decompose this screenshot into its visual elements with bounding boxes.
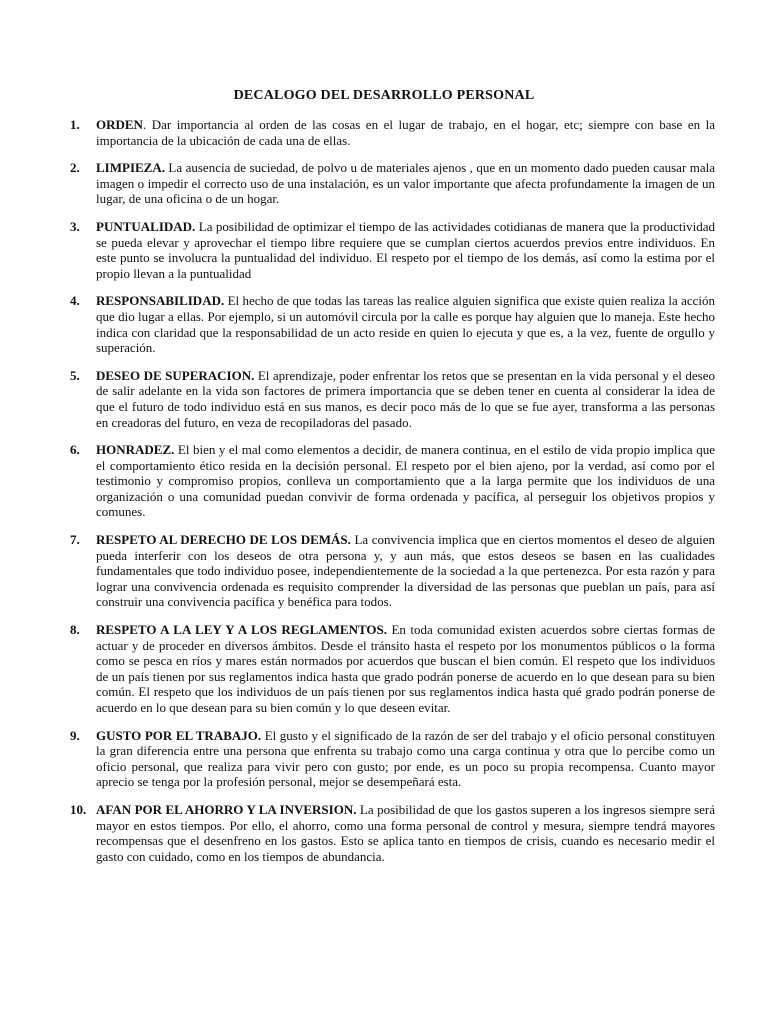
list-item (70, 219, 715, 281)
item-heading: HONRADEZ. (96, 442, 175, 458)
item-heading: LIMPIEZA. (96, 160, 165, 176)
item-number: 6. (70, 442, 80, 458)
item-text: . Dar importancia al orden de las cosas en el lugar de trabajo, en el hogar, etc; siempre con base en la importancia de la ubicación de cada una de ellas. (96, 117, 715, 148)
item-text: En toda comunidad existen acuerdos sobre ciertas formas de actuar y de proceder en diversos ámbitos. Desde el tránsito hasta el respeto por los monumentos públicos o la forma como se pesca en ríos y mares están normados por acuerdos que buscan el bien común. El respeto que los individuos de un país tienen por sus reglamentos indica hasta que grado podrán ponerse de acuerdo en lo que desean para su bien común. El respeto que los individuos de un país tienen por sus reglamentos indica hasta qué grado podrán ponerse de acuerdo en lo que desean para su bien común y lo que deseen evitar. (96, 622, 716, 715)
item-text: El aprendizaje, poder enfrentar los retos que se presentan en la vida personal y el deseo de salir adelante en la vida son factores de primera importancia que se deben tener en cuenta al considerar la idea de que el futuro de todo individuo está en sus manos, es decir poco más de lo que se fue ayer, transforma a las personas en creadoras del futuro, en veza de recopiladoras del pasado. (96, 367, 715, 430)
item-heading: GUSTO POR EL TRABAJO. (96, 727, 262, 743)
list-item (70, 293, 715, 355)
item-heading: ORDEN (96, 117, 143, 132)
document-title: DECALOGO DEL DESARROLLO PERSONAL (233, 88, 535, 103)
item-heading: RESPONSABILIDAD. (96, 293, 225, 309)
item-number: 3. (70, 218, 80, 234)
item-number: 5. (70, 367, 80, 383)
item-number: 1. (70, 117, 80, 132)
item-number: 7. (70, 532, 80, 548)
list-item (70, 160, 715, 207)
item-heading: DESEO DE SUPERACION. (96, 367, 255, 383)
list-item (70, 117, 715, 148)
item-heading: RESPETO A LA LEY Y A LOS REGLAMENTOS. (96, 622, 388, 638)
list-item (70, 532, 715, 610)
list-item (70, 622, 715, 716)
item-number: 10. (70, 801, 87, 817)
item-heading: RESPETO AL DERECHO DE LOS DEMÁS. (96, 532, 351, 548)
item-text: La posibilidad de optimizar el tiempo de las actividades cotidianas de manera que la productividad se pueda elevar y aprovechar el tiempo libre requiere que se cumplan ciertos acuerdos previos entre individuos. En este punto se involucra la puntualidad del individuo. El respeto por el tiempo de los demás, así como la estima por el propio llevan a la puntualidad (96, 218, 715, 281)
item-text: El hecho de que todas las tareas las realice alguien significa que existe quien realiza la acción que dio lugar a ellas. Por ejemplo, si un automóvil circula por la calle es porque hay alguien que lo maneja. Este hecho indica con claridad que la responsabilidad de un acto reside en quien lo ejecuta y que es, a la vez, fuente de orgullo y superación. (96, 293, 715, 356)
list-item (70, 368, 715, 430)
decalogue-list (70, 117, 715, 864)
item-heading: PUNTUALIDAD. (96, 218, 196, 234)
list-item (70, 442, 715, 520)
list-item (70, 802, 715, 864)
item-text: La ausencia de suciedad, de polvo u de materiales ajenos , que en un momento dado pueden causar mala imagen o impedir el correcto uso de una instalación, es un valor importante que afecta profundamente la imagen de un lugar, de una oficina o de un hogar. (96, 160, 715, 207)
item-number: 2. (70, 160, 80, 176)
item-number: 9. (70, 727, 80, 743)
item-number: 4. (70, 293, 80, 309)
list-item (70, 728, 715, 790)
item-text: La posibilidad de que los gastos superen a los ingresos siempre será mayor en estos tiempos. Por ello, el ahorro, como una forma personal de control y mesura, siempre tendrá mayores recompensas que el desenfreno en los gastos. Esto se aplica tanto en tiempos de crisis, cuando es necesario medir el gasto con cuidado, como en los tiempos de abundancia. (96, 801, 715, 864)
item-number: 8. (70, 622, 80, 638)
item-text: La convivencia implica que en ciertos momentos el deseo de alguien pueda interferir con los deseos de otra persona y, y aun más, que estos deseos se basen en las cualidades fundamentales que todo individuo posee, independientemente de la sociedad a la que pertenezca. Por esta razón y para lograr una convivencia ordenada es requisito comprender la diversidad de las personas que pueblan un país, para así construir una convivencia pacífica y benéfica para todos. (96, 532, 715, 610)
item-heading: AFAN POR EL AHORRO Y LA INVERSION. (96, 801, 357, 817)
item-text: El gusto y el significado de la razón de ser del trabajo y el oficio personal constituyen la gran diferencia entre una persona que enfrenta su trabajo como una carga continua y otra que lo percibe como un oficio personal, que realiza para vivir pero con gusto; por ende, es un poco su propia recompensa. Cuanto mayor aprecio se tenga por la profesión personal, mejor se desempeñará esta. (96, 727, 715, 790)
item-text: El bien y el mal como elementos a decidir, de manera continua, en el estilo de vida propio implica que el comportamiento ético resida en la decisión personal. El respeto por el bien ajeno, por la verdad, así como por el testimonio y compromiso propios, conlleva un comportamiento que a la larga permite que los individuos de una organización o una comunidad puedan convivir de forma ordenada y pacífica, al perseguir los objetivos propios y comunes. (96, 442, 715, 520)
